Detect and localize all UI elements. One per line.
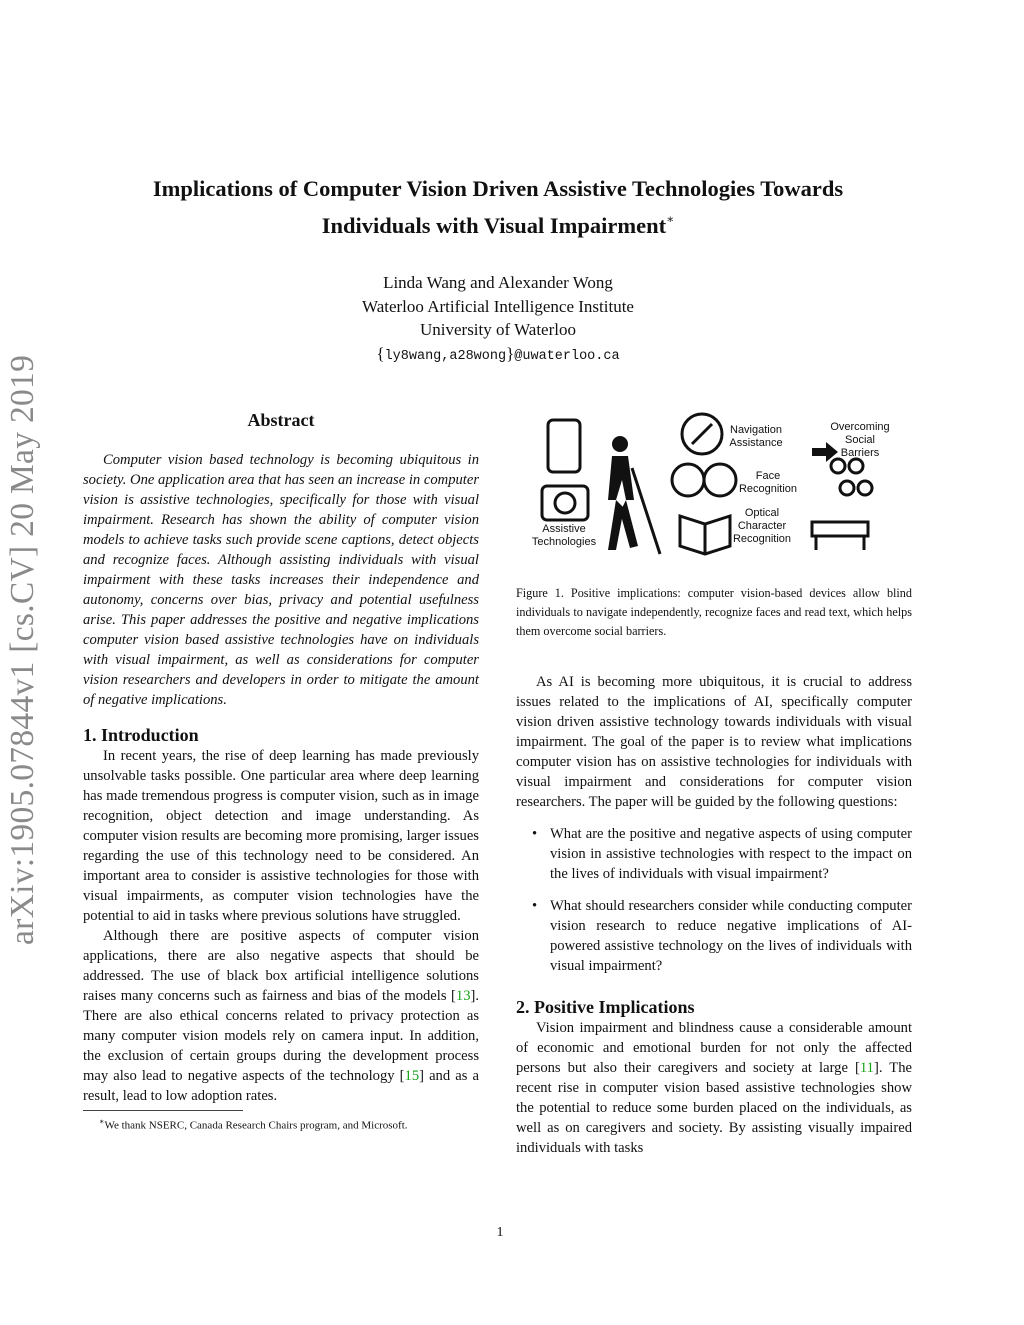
abstract-heading: Abstract <box>247 410 315 430</box>
camera-icon <box>542 486 588 520</box>
arxiv-identifier: arXiv:1905.07844v1 [cs.CV] 20 May 2019 <box>4 354 41 945</box>
introduction-heading: 1. Introduction <box>83 725 199 745</box>
page-number: 1 <box>496 1225 504 1240</box>
citation-15[interactable]: 15 <box>404 1068 420 1084</box>
author-email[interactable]: {ly8wang,a28wong}@uwaterloo.ca <box>376 343 620 364</box>
figure-1-caption: Figure 1. Positive implications: computer vision-based devices allow blind individuals to navigate independently, recognize faces and read text, which helps them overcome social barriers. <box>516 586 912 638</box>
label-character-recognition: Recognition <box>732 533 792 545</box>
face-icon-2 <box>704 464 736 496</box>
bullet-1: • <box>532 826 538 842</box>
label-assistive: Assistive <box>542 523 586 535</box>
author-block <box>250 271 746 368</box>
author-institute: Waterloo Artificial Intelligence Institute <box>362 296 634 316</box>
label-face: Face <box>755 470 781 482</box>
question-list <box>516 824 912 976</box>
paper-title <box>100 174 896 241</box>
author-names: Linda Wang and Alexander Wong <box>383 273 613 292</box>
abstract-text: Computer vision based technology is becoming ubiquitous in society. One application area that has seen an increase in computer vision is assistive technologies, specifically for those with visual impairment. Research has shown the ability of computer vision models to achieve tasks such provide scene captions, detect objects and recognize faces. Although assisting individuals with visual impairment with these tasks increases their independence and autonomy, concerns over bias, privacy and potential usefulness arise. This paper addresses the positive and negative implications computer vision based assistive technologies have on individuals with visual impairment, as well as considerations for computer vision researchers and developers in order to mitigate the amount of negative implications. <box>83 452 479 708</box>
right-paragraph-1: As AI is becoming more ubiquitous, it is crucial to address issues related to the implications of AI, specifically computer vision driven assistive technology towards individuals with visual impairment. The goal of the paper is to review what implications computer vision has on assistive technologies for individuals with visual impairment and considerations for computer vision researchers. The paper will be guided by the following questions: <box>516 674 912 810</box>
positive-paragraph-1: Vision impairment and blindness cause a considerable amount of economic and emotional burden for not only the affected persons but also their caregivers and society at large [11]. The recent rise in computer vision based assistive technologies show the potential to reduce some burden placed on the individuals, as well as on caregivers and society. By assisting visually impaired individuals with tasks <box>516 1020 912 1156</box>
people-icon <box>831 459 845 473</box>
barrier-icon <box>812 522 868 536</box>
phone-icon <box>548 420 580 472</box>
footnote-rule <box>83 1110 243 1111</box>
citation-11[interactable]: 11 <box>859 1060 874 1076</box>
figure-1-illustration <box>520 408 910 558</box>
question-item-1: • What are the positive and negative aspects of using computer vision in assistive technologies with respect to the impact on the lives of individuals with visual impairment? <box>532 826 912 882</box>
title-line-1: Implications of Computer Vision Driven Assistive Technologies Towards <box>152 176 844 201</box>
citation-13[interactable]: 13 <box>455 988 471 1004</box>
figure-1 <box>520 408 910 558</box>
label-barriers: Barriers <box>840 447 880 459</box>
positive-implications-heading: 2. Positive Implications <box>516 997 695 1017</box>
label-face-recognition: Recognition <box>738 483 798 495</box>
question-item-2: • What should researchers consider while conducting computer vision research to reduce negative implications of AI-powered assistive technology on the lives of individuals with visual impairment? <box>532 898 912 974</box>
label-assistance: Assistance <box>729 437 783 449</box>
label-optical: Optical <box>744 507 780 519</box>
label-navigation: Navigation <box>730 424 782 436</box>
author-university: University of Waterloo <box>419 320 576 339</box>
left-column <box>83 408 479 1133</box>
label-social: Social <box>845 434 875 446</box>
right-column <box>516 672 912 1158</box>
introduction-paragraph-2: Although there are positive aspects of computer vision applications, there are also negative aspects that should be addressed. The use of black box artificial intelligence solutions raises many concerns such as fairness and bias of the models [13]. There are also ethical concerns related to privacy protection as many computer vision models rely on camera input. In addition, the exclusion of certain groups during the development process may also lead to negative aspects of the technology [15] and as a result, lead to low adoption rates. <box>83 928 479 1104</box>
label-technologies: Technologies <box>531 536 597 548</box>
face-icon-1 <box>672 464 704 496</box>
walking-person-icon <box>612 436 628 452</box>
label-overcoming: Overcoming <box>830 421 890 433</box>
title-line-2: Individuals with Visual Impairment∗ <box>321 212 675 238</box>
introduction-paragraph-1: In recent years, the rise of deep learning has made previously unsolvable tasks possible. One particular area where deep learning has made tremendous progress is computer vision, such as in image recognition, object detection and image understanding. As computer vision results are becoming more promising, larger issues regarding the use of this technology need to be considered. An important area to consider is assistive technologies for those with visual impairments, as computer vision technologies have the potential to aid in tasks where previous solutions have struggled. <box>83 748 479 924</box>
bullet-2: • <box>532 898 538 914</box>
label-character: Character <box>737 520 787 532</box>
title-footnote-mark: ∗ <box>666 212 675 226</box>
footnote: ∗We thank NSERC, Canada Research Chairs program, and Microsoft. <box>99 1117 408 1132</box>
